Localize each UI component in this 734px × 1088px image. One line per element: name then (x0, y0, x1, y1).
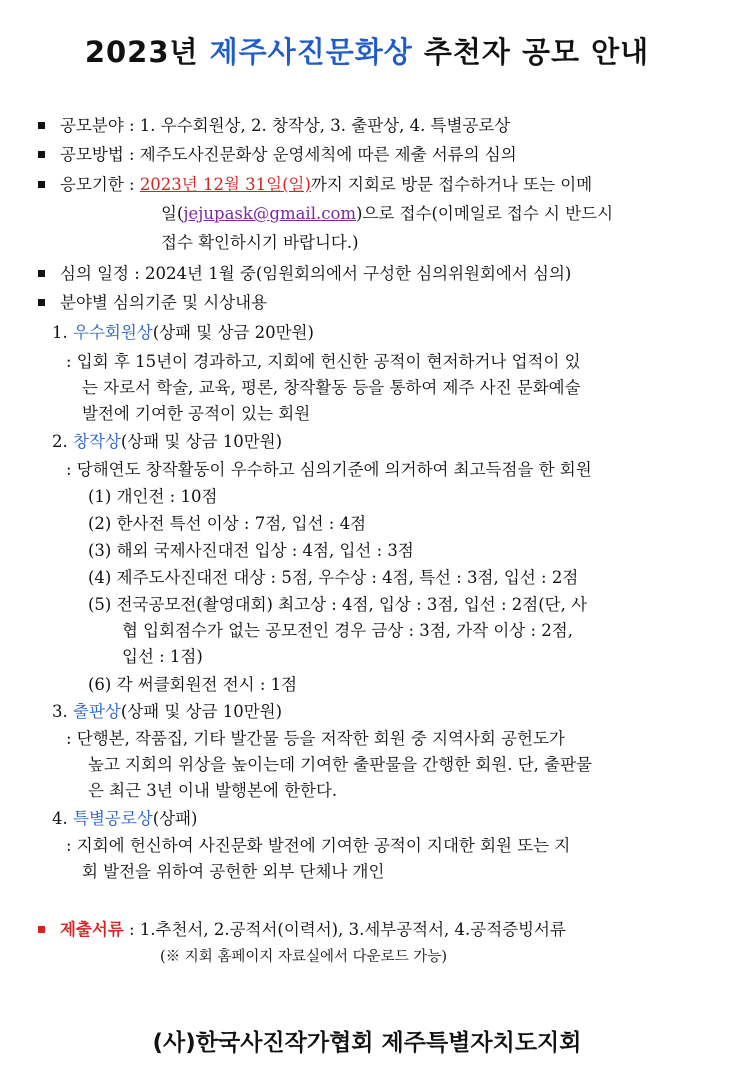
award-3-desc-1: : 단행본, 작품집, 기타 발간물 등을 저작한 회원 중 지역사회 공헌도가 (66, 729, 565, 748)
award-3-name: 출판상 (73, 702, 121, 721)
award-1-desc-2: 는 자로서 학술, 교육, 평론, 창작활동 등을 통하여 제주 사진 문화예술 (82, 378, 581, 397)
award-2-heading (52, 428, 282, 455)
award-4-number: 4. (52, 809, 68, 828)
award-3-desc-2: 높고 지회의 위상을 높이는데 기여한 출판물을 간행한 회원. 단, 출판물 (88, 755, 592, 774)
bullet-icon (38, 270, 45, 277)
schedule-line: 심의 일정 : 2024년 1월 중(임원회의에서 구성한 심의위원회에서 심의) (60, 264, 572, 283)
award-2-number: 2. (52, 432, 68, 451)
award-4-prize: (상패) (152, 809, 198, 828)
deadline-line2-post: )으로 접수(이메일로 접수 시 반드시 (356, 204, 614, 223)
method-line: 공모방법 : 제주도사진문화상 운영세칙에 따른 제출 서류의 심의 (60, 145, 517, 164)
title-highlight: 제주사진문화상 (209, 35, 413, 69)
award-1-prize: (상패 및 상금 20만원) (152, 323, 314, 342)
award-1-number: 1. (52, 323, 68, 342)
award-1-desc-1: : 입회 후 15년이 경과하고, 지회에 헌신한 공적이 현저하거나 업적이 있 (66, 352, 581, 371)
documents-label: 제출서류 (60, 920, 124, 939)
deadline-rest: 까지 지회로 방문 접수하거나 또는 이메 (310, 175, 593, 194)
award-1-desc-3: 발전에 기여한 공적이 있는 회원 (82, 404, 311, 423)
award-2-desc: : 당해연도 창작활동이 우수하고 심의기준에 의거하여 최고득점을 한 회원 (66, 460, 592, 479)
award-4-heading (52, 805, 197, 832)
bullet-icon (38, 926, 45, 933)
page-title (0, 30, 734, 71)
award-2-score-2: (2) 한사전 특선 이상 : 7점, 입선 : 4점 (88, 514, 367, 533)
award-2-score-6: (6) 각 써클회원전 전시 : 1점 (88, 675, 298, 694)
documents-line (60, 916, 566, 943)
award-3-desc-3: 은 최근 3년 이내 발행본에 한한다. (88, 781, 338, 800)
criteria-line: 분야별 심의기준 및 시상내용 (60, 293, 268, 312)
award-4-desc-1: : 지회에 헌신하여 사진문화 발전에 기여한 공적이 지대한 회원 또는 지 (66, 836, 571, 855)
documents-list: : 1.추천서, 2.공적서(이력서), 3.세부공적서, 4.공적증빙서류 (123, 920, 566, 939)
documents-note: (※ 지회 홈페이지 자료실에서 다운로드 가능) (160, 949, 447, 965)
deadline-line2-pre: 일( (161, 204, 184, 223)
award-2-score-3: (3) 해외 국제사진대전 입상 : 4점, 입선 : 3점 (88, 541, 414, 560)
award-2-name: 창작상 (73, 432, 121, 451)
award-2-score-5c: 입선 : 1점) (122, 647, 203, 666)
bullet-icon (38, 181, 45, 188)
award-1-heading (52, 319, 314, 346)
deadline-date: 2023년 12월 31일(일) (139, 175, 311, 194)
award-2-score-5b: 협 입회점수가 없는 공모전인 경우 금상 : 3점, 가작 이상 : 2점, (122, 621, 573, 640)
award-2-score-1: (1) 개인전 : 10점 (88, 487, 218, 506)
award-3-number: 3. (52, 702, 68, 721)
award-2-prize: (상패 및 상금 10만원) (120, 432, 283, 451)
award-4-desc-2: 회 발전을 위하여 공헌한 외부 단체나 개인 (82, 862, 385, 881)
organization-footer: (사)한국사진작가협회 제주특별자치도지회 (152, 1030, 582, 1056)
award-2-score-4: (4) 제주도사진대전 대상 : 5점, 우수상 : 4점, 특선 : 3점, 입선 : 2점 (88, 568, 579, 587)
deadline-line (60, 171, 592, 198)
award-3-heading (52, 698, 282, 725)
award-3-prize: (상패 및 상금 10만원) (120, 702, 283, 721)
bullet-icon (38, 122, 45, 129)
title-rest: 추천자 공모 안내 (423, 35, 650, 69)
bullet-icon (38, 299, 45, 306)
award-1-name: 우수회원상 (73, 323, 153, 342)
title-year: 2023년 (84, 35, 199, 69)
deadline-line-3: 접수 확인하시기 바랍니다.) (161, 233, 359, 252)
bullet-icon (38, 151, 45, 158)
deadline-label: 응모기한 : (60, 175, 135, 194)
award-2-score-5a: (5) 전국공모전(촬영대회) 최고상 : 4점, 입상 : 3점, 입선 : 2점(단, 사 (88, 595, 588, 614)
field-line: 공모분야 : 1. 우수회원상, 2. 창작상, 3. 출판상, 4. 특별공로상 (60, 116, 511, 135)
email-link[interactable]: jejupask@gmail.com (183, 204, 357, 223)
award-4-name: 특별공로상 (73, 809, 153, 828)
deadline-line-2 (161, 200, 613, 227)
